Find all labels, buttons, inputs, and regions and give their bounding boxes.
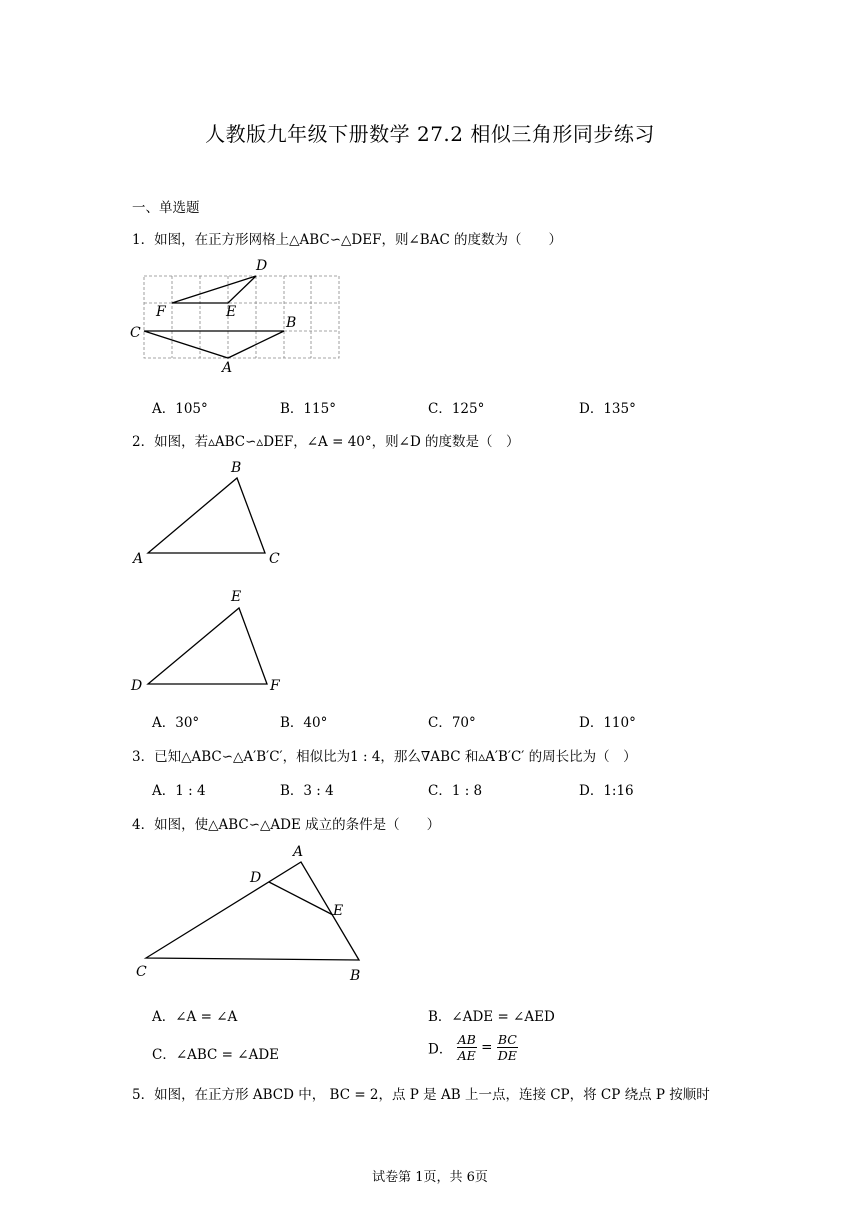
label-C: C [136,964,147,980]
label-A: A [133,551,144,567]
label-F: F [156,304,166,320]
question-2-figure [128,456,298,696]
question-1-option-c[interactable]: C．125° [428,401,485,417]
question-3-stem: 3．已知△ABC∽△A′B′C′，相似比为1 : 4，那么∇ABC 和▵A′B′C′ 的周长比为（ ） [132,749,637,765]
question-1-option-a[interactable]: A．105° [152,401,208,417]
label-B: B [231,460,242,476]
question-4-figure [128,838,378,988]
fraction-bc-de [497,1032,518,1063]
page-footer: 试卷第 1页，共 6页 [372,1170,488,1185]
label-A: A [222,360,233,376]
label-B: B [286,315,297,331]
label-C: C [269,551,280,567]
equals-sign: = [481,1039,493,1056]
question-2-option-a[interactable]: A．30° [152,715,200,731]
question-1-figure [128,256,348,376]
question-3-option-a[interactable]: A．1 : 4 [152,783,206,799]
page-title: 人教版九年级下册数学 27.2 相似三角形同步练习 [205,122,655,146]
question-3-option-b[interactable]: B．3 : 4 [280,783,334,799]
question-4-option-b[interactable]: B．∠ADE = ∠AED [428,1009,555,1025]
question-2-option-b[interactable]: B．40° [280,715,328,731]
question-1-option-d[interactable]: D．135° [579,401,636,417]
question-1-option-b[interactable]: B．115° [280,401,336,417]
question-4-option-a[interactable]: A．∠A = ∠A [152,1009,238,1025]
frac-denominator: DE [497,1048,517,1063]
label-E: E [226,304,237,320]
label-D: D [131,678,143,694]
section-heading: 一、单选题 [132,200,200,216]
label-A: A [293,844,304,860]
option-d-label: D． [428,1041,453,1058]
question-2-option-d[interactable]: D．110° [579,715,636,731]
question-3-option-d[interactable]: D．1:16 [579,783,634,799]
question-4-option-c[interactable]: C．∠ABC = ∠ADE [152,1047,280,1063]
label-C: C [130,325,141,341]
label-E: E [333,903,344,919]
question-2-option-c[interactable]: C．70° [428,715,476,731]
frac-numerator: AB [457,1032,476,1047]
label-B: B [350,968,361,984]
frac-denominator: AE [457,1048,476,1063]
fraction-ab-ae [457,1032,477,1063]
label-D: D [250,870,262,886]
question-1-stem: 1．如图，在正方形网格上△ABC∽△DEF，则∠BAC 的度数为（ ） [132,232,563,248]
question-2-stem: 2．如图，若▵ABC∽▵DEF，∠A = 40°，则∠D 的度数是（ ） [132,434,520,450]
label-F: F [270,678,280,694]
question-3-option-c[interactable]: C．1 : 8 [428,783,483,799]
frac-numerator: BC [497,1032,517,1047]
question-4-stem: 4．如图，使△ABC∽△ADE 成立的条件是（ ） [132,817,441,833]
question-4-option-d[interactable] [428,1032,518,1063]
label-E: E [231,589,242,605]
label-D: D [256,258,268,274]
question-5-stem: 5．如图，在正方形 ABCD 中， BC = 2，点 P 是 AB 上一点，连接 CP，将 CP 绕点 P 按顺时 [132,1087,710,1103]
